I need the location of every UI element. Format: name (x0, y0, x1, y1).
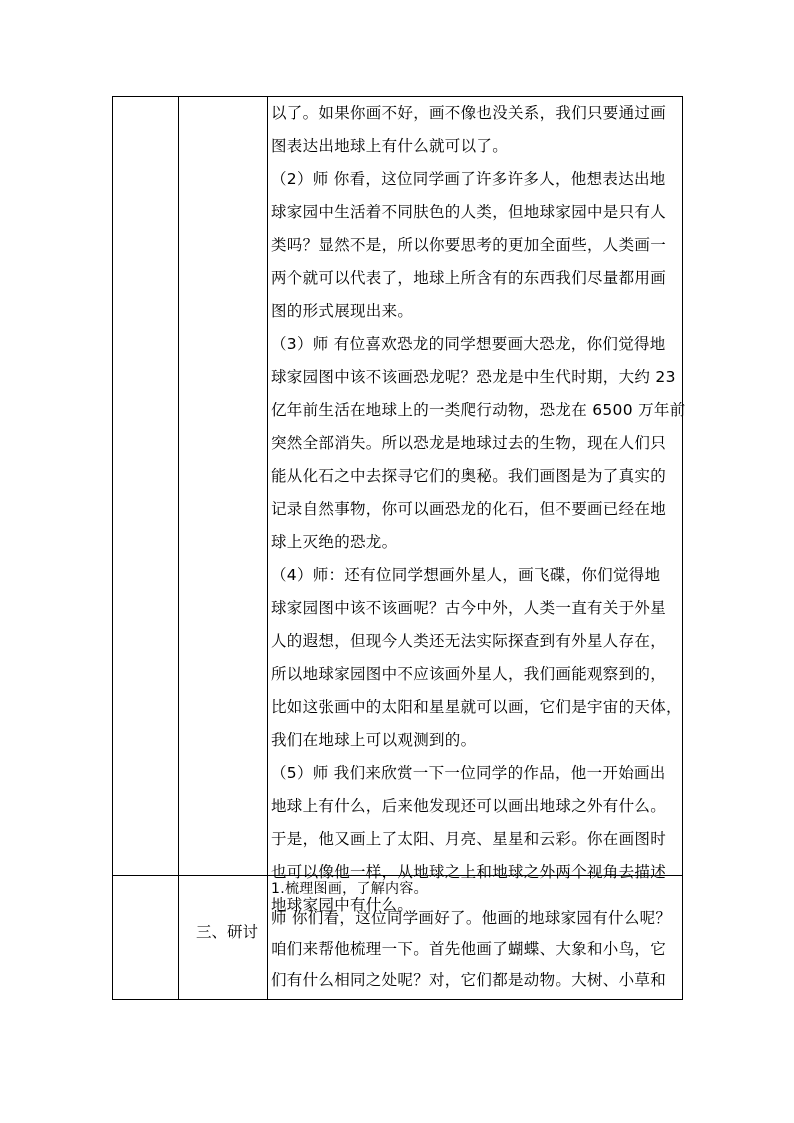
text-line: （3）师 有位喜欢恐龙的同学想要画大恐龙，你们觉得地 (271, 335, 666, 353)
text-line: 地球家园中有什么。 (271, 896, 414, 914)
text-line: 所以地球家园图中不应该画外星人，我们画能观察到的， (271, 665, 667, 683)
row2-content (271, 875, 676, 996)
text-line: 突然全部消失。所以恐龙是地球过去的生物，现在人们只 (271, 434, 667, 452)
text-line: （4）师：还有位同学想画外星人，画飞碟，你们觉得地 (271, 566, 661, 584)
text-line: 我们在地球上可以观测到的。 (271, 731, 477, 749)
section-label: 三、研讨 (195, 923, 258, 941)
text-line: 师 你们看，这位同学画好了。他画的地球家园有什么呢？ (271, 909, 672, 927)
text-line: 图表达出地球上有什么就可以了。 (271, 137, 509, 155)
text-line: 们有什么相同之处呢？对，它们都是动物。大树、小草和 (271, 971, 667, 989)
text-line: （2）师 你看，这位同学画了许多许多人，他想表达出地 (271, 170, 666, 188)
text-line: 1.梳理图画，了解内容。 (271, 881, 428, 897)
text-line: 亿年前生活在地球上的一类爬行动物，恐龙在 6500 万年前 (271, 401, 686, 419)
lesson-table (112, 96, 686, 1000)
text-line: 也可以像他一样，从地球之上和地球之外两个视角去描述 (271, 863, 667, 881)
text-line: （5）师 我们来欣赏一下一位同学的作品，他一开始画出 (271, 764, 666, 782)
text-line: 图的形式展现出来。 (271, 302, 414, 320)
column-divider-1 (178, 97, 179, 999)
text-line: 以了。如果你画不好，画不像也没关系，我们只要通过画 (271, 104, 667, 122)
text-line: 球家园图中该不该画呢？古今中外，人类一直有关于外星 (271, 599, 667, 617)
text-line: 球家园中生活着不同肤色的人类，但地球家园中是只有人 (271, 203, 667, 221)
text-line: 人的遐想，但现今人类还无法实际探查到有外星人存在， (271, 632, 667, 650)
text-line: 地球上有什么，后来他发现还可以画出地球之外有什么。 (271, 797, 667, 815)
text-line: 能从化石之中去探寻它们的奥秘。我们画图是为了真实的 (271, 467, 667, 485)
text-line: 球家园图中该不该画恐龙呢？恐龙是中生代时期，大约 23 (271, 368, 676, 386)
text-line: 类吗？显然不是，所以你要思考的更加全面些，人类画一 (271, 236, 667, 254)
text-line: 球上灭绝的恐龙。 (271, 533, 398, 551)
row1-content (271, 97, 686, 922)
text-line: 咱们来帮他梳理一下。首先他画了蝴蝶、大象和小鸟，它 (271, 940, 667, 958)
text-line: 两个就可以代表了，地球上所含有的东西我们尽量都用画 (271, 269, 667, 287)
text-line: 于是，他又画上了太阳、月亮、星星和云彩。你在画图时 (271, 830, 667, 848)
text-line: 比如这张画中的太阳和星星就可以画，它们是宇宙的天体， (271, 698, 682, 716)
text-line: 记录自然事物，你可以画恐龙的化石，但不要画已经在地 (271, 500, 667, 518)
column-divider-2 (267, 97, 268, 999)
